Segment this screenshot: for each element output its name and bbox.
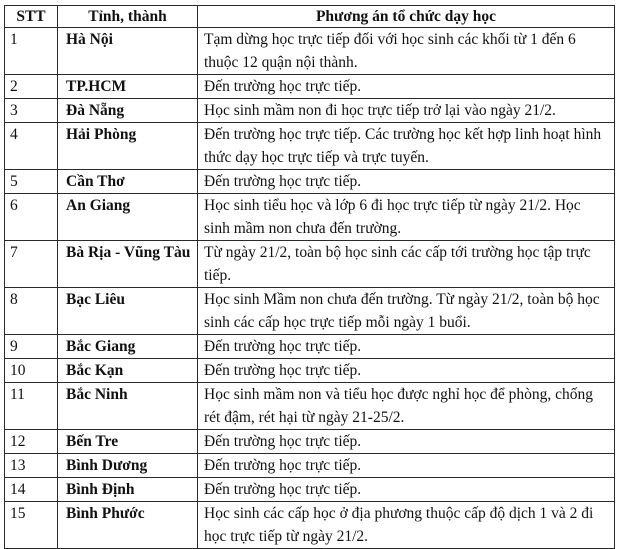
table-header-row: [5, 6, 615, 28]
row-stt: 7: [5, 241, 58, 288]
row-plan: Đến trường học trực tiếp.: [198, 335, 615, 359]
table-row: [5, 502, 615, 549]
row-stt: 4: [5, 123, 58, 170]
row-plan: Học sinh mầm non đi học trực tiếp trở lại vào ngày 21/2.: [198, 99, 615, 123]
row-stt: 13: [5, 454, 58, 478]
row-stt: 9: [5, 335, 58, 359]
row-stt: 1: [5, 28, 58, 75]
row-province: Bà Rịa - Vũng Tàu: [58, 241, 198, 288]
row-stt: 8: [5, 288, 58, 335]
row-stt: 2: [5, 75, 58, 99]
table-row: [5, 170, 615, 194]
table-row: [5, 75, 615, 99]
header-province: Tỉnh, thành: [58, 6, 198, 28]
row-plan: Đến trường học trực tiếp. Các trường học kết hợp linh hoạt hình thức dạy học trực tiếp và trực tuyến.: [198, 123, 615, 170]
table-row: [5, 383, 615, 430]
table-row: [5, 335, 615, 359]
row-stt: 11: [5, 383, 58, 430]
row-plan: Đến trường học trực tiếp.: [198, 359, 615, 383]
table-row: [5, 430, 615, 454]
table-row: [5, 99, 615, 123]
row-province: Bình Dương: [58, 454, 198, 478]
row-plan: Đến trường học trực tiếp.: [198, 75, 615, 99]
table-row: [5, 194, 615, 241]
row-stt: 3: [5, 99, 58, 123]
row-plan: Học sinh mầm non và tiểu học được nghỉ học để phòng, chống rét đậm, rét hại từ ngày 21-25/2.: [198, 383, 615, 430]
row-plan: Đến trường học trực tiếp.: [198, 430, 615, 454]
row-plan: Học sinh Mầm non chưa đến trường. Từ ngày 21/2, toàn bộ học sinh các cấp học trực tiếp mỗi ngày 1 buổi.: [198, 288, 615, 335]
row-stt: 6: [5, 194, 58, 241]
row-province: Bạc Liêu: [58, 288, 198, 335]
row-plan: Đến trường học trực tiếp.: [198, 454, 615, 478]
header-stt: STT: [5, 6, 58, 28]
table-row: [5, 28, 615, 75]
row-stt: 14: [5, 478, 58, 502]
row-stt: 10: [5, 359, 58, 383]
table-row: [5, 478, 615, 502]
table-row: [5, 123, 615, 170]
row-stt: 5: [5, 170, 58, 194]
row-province: Bến Tre: [58, 430, 198, 454]
row-plan: Học sinh các cấp học ở địa phương thuộc cấp độ dịch 1 và 2 đi học trực tiếp từ ngày 21/2.: [198, 502, 615, 549]
row-province: Đà Nẵng: [58, 99, 198, 123]
row-plan: Tạm dừng học trực tiếp đối với học sinh các khối từ 1 đến 6 thuộc 12 quận nội thành.: [198, 28, 615, 75]
table-row: [5, 454, 615, 478]
row-province: TP.HCM: [58, 75, 198, 99]
row-plan: Đến trường học trực tiếp.: [198, 478, 615, 502]
table-row: [5, 359, 615, 383]
row-province: Bắc Kạn: [58, 359, 198, 383]
school-plan-table: [4, 5, 615, 549]
row-stt: 12: [5, 430, 58, 454]
row-province: Bắc Ninh: [58, 383, 198, 430]
row-plan: Từ ngày 21/2, toàn bộ học sinh các cấp tới trường học tập trực tiếp.: [198, 241, 615, 288]
row-plan: Đến trường học trực tiếp.: [198, 170, 615, 194]
document-page: [4, 5, 614, 549]
row-stt: 15: [5, 502, 58, 549]
row-plan: Học sinh tiểu học và lớp 6 đi học trực tiếp từ ngày 21/2. Học sinh mầm non chưa đến trường.: [198, 194, 615, 241]
row-province: Hải Phòng: [58, 123, 198, 170]
row-province: Bình Định: [58, 478, 198, 502]
row-province: Cần Thơ: [58, 170, 198, 194]
row-province: An Giang: [58, 194, 198, 241]
table-row: [5, 241, 615, 288]
header-plan: Phương án tổ chức dạy học: [198, 6, 615, 28]
row-province: Bình Phước: [58, 502, 198, 549]
row-province: Bắc Giang: [58, 335, 198, 359]
row-province: Hà Nội: [58, 28, 198, 75]
table-row: [5, 288, 615, 335]
